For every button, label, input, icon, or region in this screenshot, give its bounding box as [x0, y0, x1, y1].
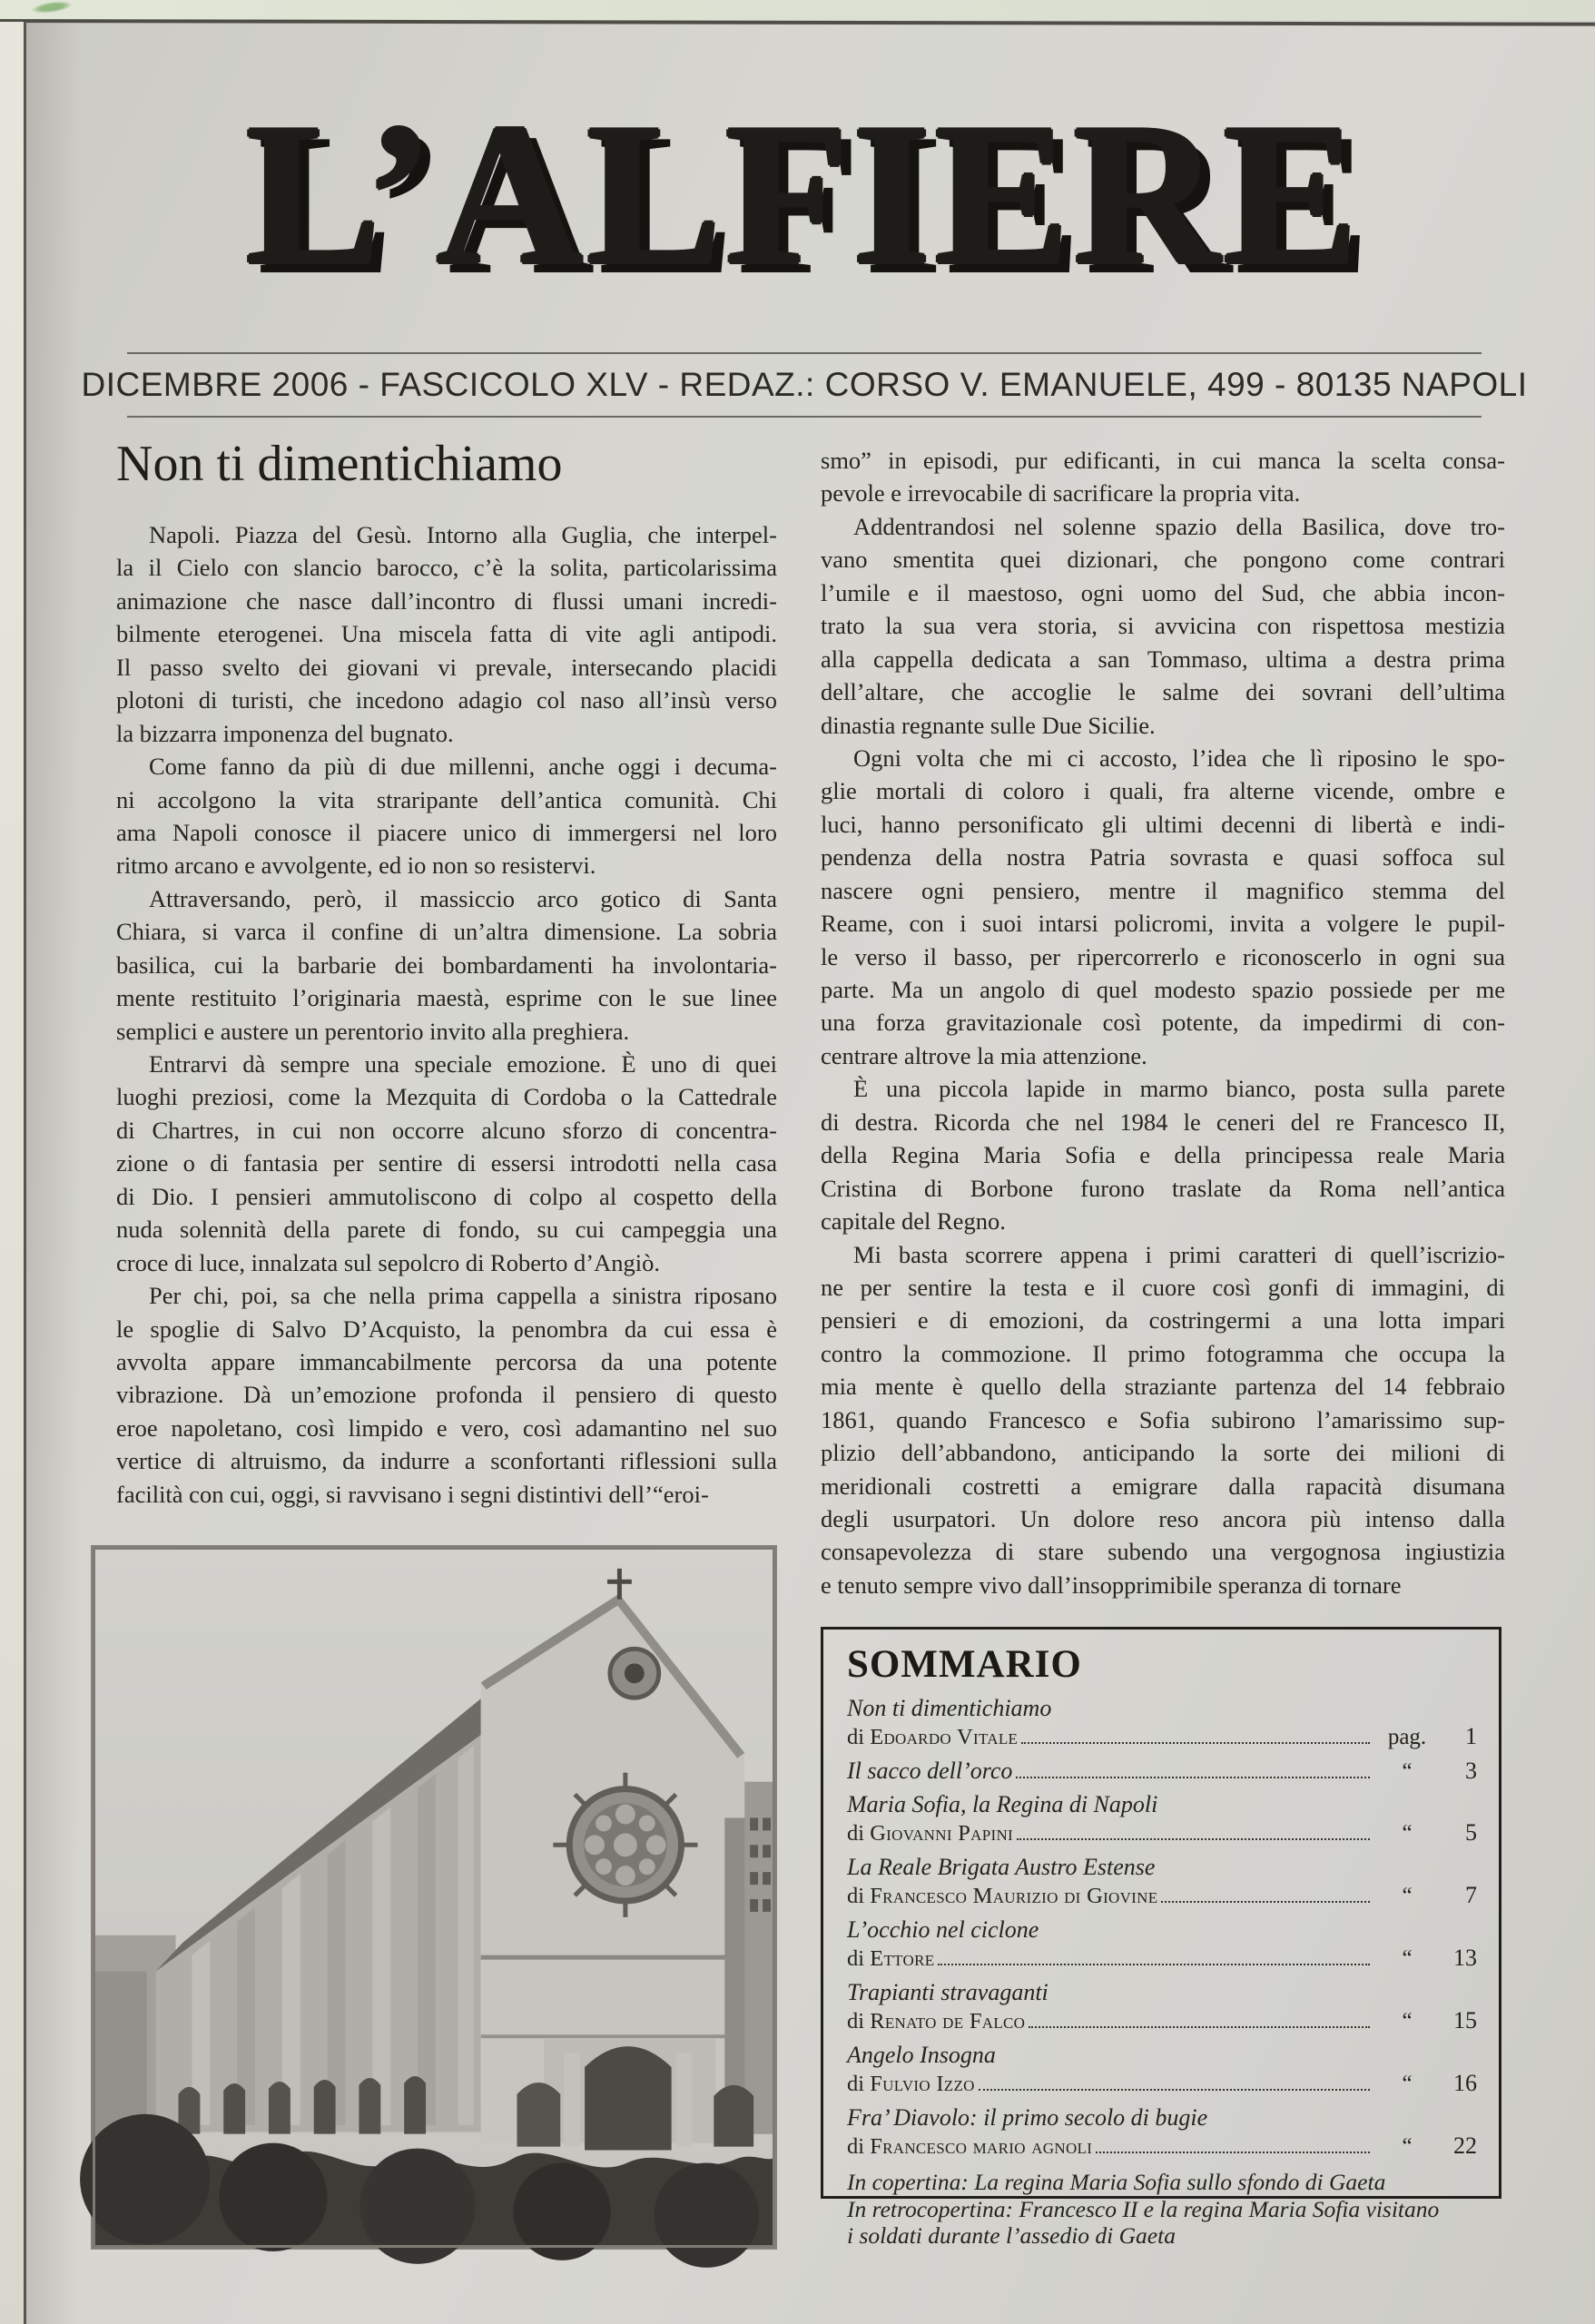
text-line: ritmo arcano e avvolgente, ed io non so resistervi.	[116, 852, 596, 880]
text-line: pensieri e di emozioni, da costringermi a una lotta impari	[821, 1306, 1505, 1334]
text-line: Come fanno da più di due millenni, anche oggi i decuma-	[149, 753, 777, 781]
dotted-leader	[1096, 2152, 1370, 2153]
paragraph	[821, 444, 1505, 510]
text-line: di Dio. I pensieri ammutoliscono di colpo al cospetto della	[116, 1182, 777, 1210]
text-line: la il Cielo con slancio barocco, c’è la solita, particolarissima	[116, 554, 777, 582]
article-column-right	[821, 444, 1505, 1610]
church-photo	[91, 1545, 777, 2250]
toc-note-line: i soldati durante l’assedio di Gaeta	[847, 2222, 1176, 2249]
scan-left-page-edge	[0, 22, 24, 2324]
text-line: di Chartres, in cui non occorre alcuno sforzo di concentra-	[116, 1116, 777, 1144]
text-line: parte. Ma un angolo di quel modesto spazio possiede per me	[821, 976, 1505, 1003]
dotted-leader	[1161, 1901, 1370, 1903]
text-line: consapevolezza di stare subendo una vergognosa ingiustizia	[821, 1538, 1505, 1566]
text-line: Mi basta scorrere appena i primi caratteri di quell’iscrizio-	[853, 1240, 1505, 1268]
text-line: Entrarvi dà sempre una speciale emozione. È uno di quei	[149, 1050, 777, 1078]
toc-entry-title: Non ti dimentichiamo	[847, 1695, 1052, 1721]
divider-rule-bottom	[127, 416, 1482, 418]
text-line: croce di luce, innalzata sul sepolcro di Roberto d’Angiò.	[116, 1248, 661, 1276]
page-left-shadow	[26, 22, 81, 2324]
text-line: dinastia regnante sulle Due Sicilie.	[821, 711, 1156, 739]
toc-page-mark: “	[1402, 1821, 1413, 1846]
text-line: della Regina Maria Sofia e della principessa reale Maria	[821, 1141, 1505, 1169]
paragraph	[821, 1238, 1505, 1602]
text-line: 1861, quando Francesco e Sofia subirono l’amarissimo sup-	[821, 1405, 1505, 1433]
toc-note-line: In retrocopertina: Francesco II e la regina Maria Sofia visitano	[847, 2195, 1440, 2222]
text-line: mente restituito l’originaria maestà, esprime con le sue linee	[116, 984, 777, 1012]
toc-entry-author: di Giovanni Papini	[847, 1821, 1013, 1846]
text-line: una forza gravitazionale così potente, da impedirmi di con-	[821, 1009, 1505, 1037]
text-line: degli usurpatori. Un dolore reso ancora più intenso dalla	[821, 1505, 1505, 1532]
text-line: basilica, cui la barbarie dei bombardamenti ha involontaria-	[116, 950, 777, 979]
toc-entry	[847, 2041, 1477, 2099]
toc-page-mark: “	[1402, 2009, 1413, 2034]
text-line: Reame, con i suoi intarsi policromi, invita a volgere le pupil-	[821, 910, 1505, 938]
dotted-leader	[1021, 1742, 1370, 1744]
text-line: glie mortali di coloro i quali, fra alterne vicende, ombre e	[821, 777, 1505, 805]
toc-page-mark: “	[1402, 1759, 1413, 1784]
toc-entry	[847, 1757, 1477, 1786]
text-line: ama Napoli conosce il piacere unico di immergersi nel loro	[116, 818, 777, 846]
article-column-left	[116, 518, 777, 1517]
toc-entry-title: L’occhio nel ciclone	[847, 1916, 1039, 1943]
text-line: alla cappella dedicata a san Tommaso, ultima a destra prima	[821, 645, 1505, 673]
masthead	[64, 67, 1543, 321]
toc-page-number: 13	[1453, 1945, 1477, 1971]
text-line: Attraversando, però, il massiccio arco gotico di Santa	[149, 884, 777, 912]
church-photo-illustration	[93, 1547, 775, 2248]
sommario-box	[821, 1627, 1501, 2249]
text-line: facilità con cui, oggi, si ravvisano i segni distintivi dell’“eroi-	[116, 1480, 709, 1508]
toc-page-mark: pag.	[1387, 1725, 1427, 1749]
text-line: plizio dell’abbandono, anticipando la sorte dei milioni di	[821, 1439, 1505, 1467]
issue-line: DICEMBRE 2006 - FASCICOLO XLV - REDAZ.: CORSO V. EMANUELE, 499 - 80135 NAPOLI	[81, 366, 1528, 403]
toc-entry-author: di Francesco mario agnoli	[847, 2134, 1093, 2159]
text-line: la bizzarra imponenza del bugnato.	[116, 719, 454, 747]
paragraph	[821, 510, 1505, 742]
text-line: contro la commozione. Il primo fotogramma che occupa la	[821, 1339, 1505, 1367]
toc-entry-title: Fra’ Diavolo: il primo secolo di bugie	[847, 2104, 1208, 2131]
text-line: pendenza della nostra Patria sovrasta e quasi soffoca sul	[821, 843, 1505, 872]
text-line: e tenuto sempre vivo dall’insopprimibile speranza di tornare	[821, 1571, 1402, 1599]
paragraph	[821, 1072, 1505, 1237]
text-line: smo” in episodi, pur edificanti, in cui manca la scelta consa-	[821, 447, 1505, 474]
toc-page-number: 1	[1465, 1723, 1477, 1749]
toc-note-line: In copertina: La regina Maria Sofia sullo sfondo di Gaeta	[847, 2169, 1386, 2195]
toc-entry	[847, 1790, 1477, 1848]
toc-entry	[847, 1915, 1477, 1974]
text-line: luci, hanno personificato gli ultimi decenni di libertà e indi-	[821, 810, 1505, 838]
toc-entry-author: di Fulvio Izzo	[847, 2072, 975, 2096]
text-line: pevole e irrevocabile di sacrificare la propria vita.	[821, 479, 1301, 507]
toc-page-mark: “	[1402, 1946, 1413, 1971]
toc-page-number: 15	[1453, 2007, 1477, 2034]
text-line: vibrazione. Dà un’emozione profonda il pensiero di questo	[116, 1381, 777, 1409]
text-line: Addentrandosi nel solenne spazio della Basilica, dove tro-	[853, 512, 1505, 540]
toc-entry-author: di Francesco Maurizio di Giovine	[847, 1884, 1158, 1908]
paragraph	[116, 518, 777, 750]
text-line: luoghi preziosi, come la Mezquita di Cordoba o la Cattedrale	[116, 1083, 777, 1111]
text-line: meridionali costretti a emigrare dalla rapacità disumana	[821, 1472, 1505, 1500]
text-line: centrare altrove la mia attenzione.	[821, 1041, 1147, 1069]
toc-entry-title: La Reale Brigata Austro Estense	[847, 1854, 1156, 1880]
text-line: le spoglie di Salvo D’Acquisto, la penombra da cui essa è	[116, 1315, 777, 1343]
text-line: È una piccola lapide in marmo bianco, posta sulla parete	[853, 1075, 1505, 1103]
toc-entry	[847, 2103, 1477, 2162]
toc-entry-author: di Renato de Falco	[847, 2009, 1026, 2034]
dotted-leader	[979, 2089, 1370, 2091]
article-title: Non ti dimentichiamo	[116, 436, 563, 492]
divider-rule-top	[127, 352, 1482, 354]
text-line: di destra. Ricorda che nel 1984 le ceneri del re Francesco II,	[821, 1108, 1505, 1136]
text-line: animazione che nasce dall’incontro di flussi umani incredi-	[116, 586, 777, 615]
toc-entry	[847, 1853, 1477, 1911]
toc-page-number: 3	[1465, 1758, 1477, 1784]
text-line: Il passo svelto dei giovani vi prevale, intersecando placidi	[116, 653, 777, 681]
text-line: bilmente eterogenei. Una miscela fatta di vite agli antipodi.	[116, 620, 777, 648]
masthead-title: L’ALFIERE	[245, 82, 1362, 307]
toc-entry-title: Il sacco dell’orco	[847, 1758, 1013, 1784]
paragraph	[116, 1048, 777, 1279]
text-line: eroe napoletano, così limpido e vero, così adamantino nel suo	[116, 1413, 777, 1442]
toc-page-number: 22	[1453, 2132, 1477, 2159]
dotted-leader	[1017, 1838, 1370, 1840]
toc-page-mark: “	[1402, 1884, 1413, 1908]
dotted-leader	[1016, 1777, 1370, 1778]
text-line: mia mente è quello della straziante partenza del 14 febbraio	[821, 1373, 1505, 1401]
text-line: capitale del Regno.	[821, 1207, 1006, 1236]
toc-entry-title: Angelo Insogna	[847, 2042, 996, 2068]
toc-entry-author: di Ettore	[847, 1946, 935, 1971]
toc-entry-title: Maria Sofia, la Regina di Napoli	[847, 1791, 1158, 1817]
paragraph	[821, 742, 1505, 1072]
text-line: vano smentita quei dizionari, che pongono come contrari	[821, 546, 1505, 574]
dotted-leader	[938, 1964, 1370, 1965]
sommario-title: SOMMARIO	[847, 1643, 1082, 1686]
text-line: zione o di fantasia per sentire di essersi introdotti nella casa	[116, 1149, 777, 1177]
toc-entry	[847, 1694, 1477, 1752]
text-line: nascere ogni pensiero, mentre il magnifico stemma del	[821, 876, 1505, 904]
text-line: nuda solennità della parete di fondo, su cui campeggia una	[116, 1216, 777, 1244]
text-line: Ogni volta che mi ci accosto, l’idea che lì riposino le spo-	[853, 743, 1505, 772]
text-line: ne per sentire la testa e il cuore così gonfi di immagini, di	[821, 1273, 1505, 1301]
text-line: l’umile e il maestoso, ogni uomo del Sud, che abbia incon-	[821, 578, 1505, 606]
sommario-entries	[847, 1694, 1477, 2162]
page-top-fold-line	[0, 19, 1595, 26]
toc-page-number: 5	[1465, 1819, 1477, 1846]
paragraph	[116, 882, 777, 1048]
toc-entry-title: Trapianti stravaganti	[847, 1979, 1049, 2005]
text-line: Per chi, poi, sa che nella prima cappella a sinistra riposano	[149, 1282, 777, 1310]
text-line: Chiara, si varca il confine di un’altra dimensione. La sobria	[116, 918, 777, 946]
text-line: avvolta appare immancabilmente percorsa da una potente	[116, 1347, 777, 1375]
toc-page-number: 16	[1453, 2070, 1477, 2096]
paragraph	[116, 750, 777, 882]
toc-page-mark: “	[1402, 2072, 1413, 2096]
text-line: le verso il basso, per ripercorrerlo e riconoscerlo in ogni sua	[821, 942, 1505, 970]
text-line: vertice di altruismo, da indurre a sconfortanti riflessioni sulla	[116, 1447, 777, 1475]
text-line: Napoli. Piazza del Gesù. Intorno alla Guglia, che interpel-	[149, 521, 777, 548]
text-line: plotoni di turisti, che incedono adagio col naso all’insù verso	[116, 686, 777, 714]
green-ink-mark	[30, 0, 73, 15]
sommario-notes	[847, 2169, 1477, 2250]
text-line: trato la sua vera storia, si avvicina con rispettosa mestizia	[821, 612, 1505, 640]
dotted-leader	[1029, 2026, 1370, 2028]
text-line: dell’altare, che accoglie le salme dei sovrani dell’ultima	[821, 678, 1505, 706]
toc-page-number: 7	[1465, 1882, 1477, 1908]
paragraph	[116, 1279, 777, 1511]
scan-top-page-edge	[0, 0, 1595, 20]
text-line: semplici e austere un perentorio invito alla preghiera.	[116, 1017, 630, 1045]
text-line: ni accolgono la vita straripante dell’antica comunità. Chi	[116, 785, 777, 813]
toc-entry-author: di Edoardo Vitale	[847, 1725, 1019, 1749]
text-line: Cristina di Borbone furono traslate da Roma nell’antica	[821, 1174, 1505, 1202]
toc-entry	[847, 1978, 1477, 2036]
toc-page-mark: “	[1402, 2134, 1413, 2159]
